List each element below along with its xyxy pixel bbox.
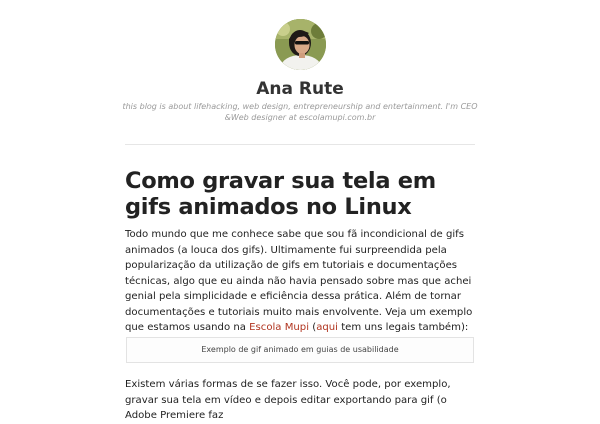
site-tagline: this blog is about lifehacking, web design, entrepreneurship and entertainment. I'm CEO &Web designer at escolamupi.com.br bbox=[122, 102, 478, 122]
post-paragraph-1 bbox=[125, 227, 477, 336]
paragraph-text: tem uns legais também): bbox=[337, 322, 469, 333]
post-paragraph-2: Existem várias formas de se fazer isso. Você pode, por exemplo, gravar sua tela em vídeo e depois editar exportando para gif (o Adobe Premiere faz bbox=[125, 379, 451, 421]
header-divider bbox=[125, 144, 475, 145]
paragraph-text: ( bbox=[309, 322, 317, 333]
avatar-photo-icon bbox=[275, 19, 326, 70]
aqui-link[interactable]: aqui bbox=[316, 322, 338, 333]
gif-caption: Exemplo de gif animado em guias de usabilidade bbox=[126, 337, 474, 363]
site-title[interactable]: Ana Rute bbox=[256, 79, 344, 99]
escola-mupi-link[interactable]: Escola Mupi bbox=[249, 322, 310, 333]
avatar[interactable] bbox=[275, 19, 326, 70]
paragraph-text: Todo mundo que me conhece sabe que sou fã incondicional de gifs animados (a louca dos gifs). Ultimamente fui surpreendida pela popularização da utilização de gifs em tutoriais e documentações técnicas, algo que eu ainda não havia pensado sobre mas que achei genial pela simplicidade e eficiência dessa prática. Além de tornar documentações e tutoriais muito mais envolvente. Veja um exemplo que estamos usando na bbox=[125, 229, 473, 333]
post-title[interactable]: Como gravar sua tela em gifs animados no Linux bbox=[125, 168, 436, 220]
